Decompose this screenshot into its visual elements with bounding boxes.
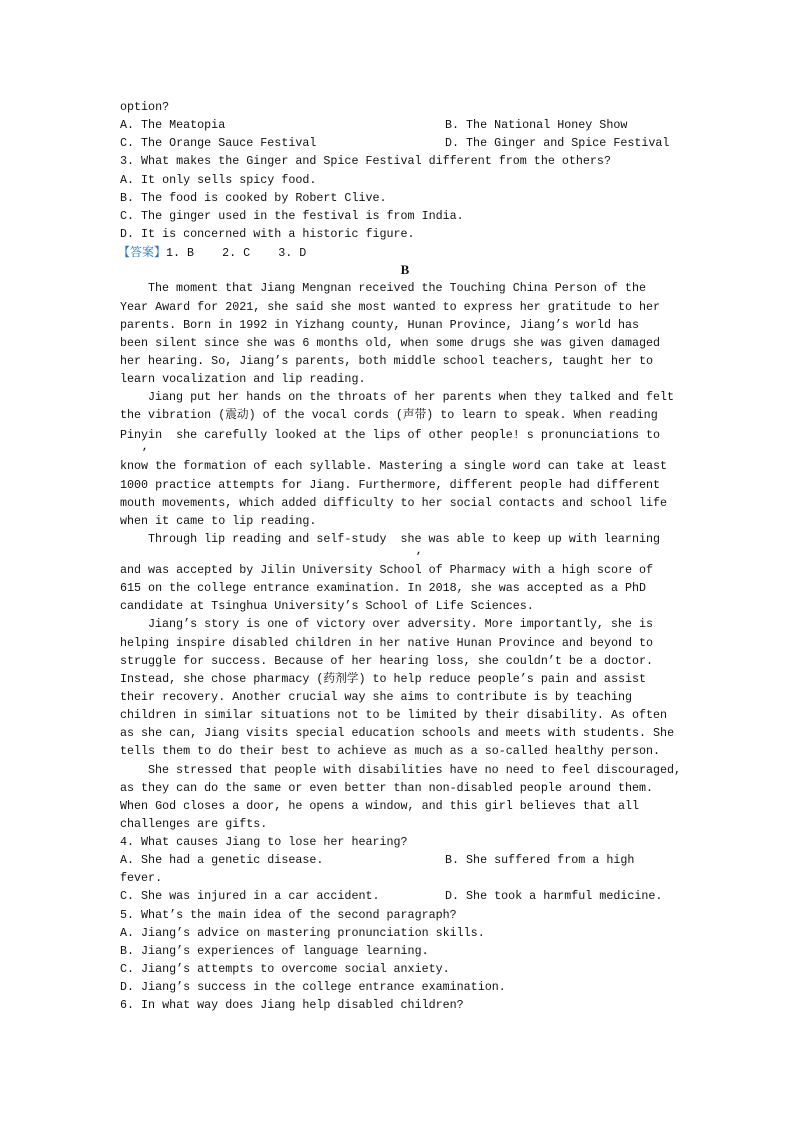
line-text: A. It only sells spicy food. — [120, 172, 317, 187]
line-text: the vibration (震动) of the vocal cords (声带) to learn to speak. When reading — [120, 408, 658, 423]
line-text: challenges are gifts. — [120, 816, 268, 831]
line-text: C. The ginger used in the festival is from India. — [120, 208, 464, 223]
line-text: option? — [120, 100, 170, 114]
line-text: know the formation of each syllable. Mastering a single word can take at least — [120, 459, 668, 474]
text-line — [120, 530, 690, 561]
line-text: C. She was injured in a car accident. — [120, 889, 380, 904]
text-line — [120, 688, 690, 706]
line-text: A. The Meatopia — [120, 118, 226, 133]
line-text: as they can do the same or even better than non-disabled people around them. — [120, 780, 654, 795]
text-line — [120, 426, 690, 457]
text-line — [120, 561, 690, 579]
line-text: A. Jiang’s advice on mastering pronunciation skills. — [120, 925, 485, 940]
line-text: C. Jiang’s attempts to overcome social anxiety. — [120, 962, 450, 977]
text-line — [120, 298, 690, 316]
line-text: B. Jiang’s experiences of language learning. — [120, 943, 429, 958]
text-line — [120, 476, 690, 494]
text-line — [120, 978, 690, 996]
text-line — [120, 152, 690, 170]
text-line — [120, 171, 690, 189]
text-line — [120, 996, 690, 1014]
text-line — [120, 960, 690, 978]
line-text: 1. B 2. C 3. D — [166, 246, 307, 261]
section-heading — [120, 261, 690, 279]
text-line — [120, 833, 690, 851]
text-line — [120, 615, 690, 633]
line-text: Pinyin she carefully looked at the lips of other people! s pronunciations to — [120, 428, 661, 443]
line-text: B — [400, 262, 410, 278]
line-text: helping inspire disabled children in her native Hunan Province and beyond to — [120, 635, 654, 650]
stray-comma-mark: , — [142, 442, 149, 454]
line-text: Jiang’s story is one of victory over adversity. More importantly, she is — [148, 617, 653, 632]
text-line — [120, 634, 690, 652]
line-text: The moment that Jiang Mengnan received the Touching China Person of the — [148, 281, 646, 296]
line-text: When God closes a door, he opens a window, and this girl believes that all — [120, 798, 640, 813]
text-line — [120, 597, 690, 615]
line-text: Year Award for 2021, she said she most wanted to express her gratitude to her — [120, 299, 661, 314]
stray-comma-mark: , — [416, 545, 423, 557]
line-text: 1000 practice attempts for Jiang. Furthermore, different people had different — [120, 477, 661, 492]
text-line — [120, 134, 690, 152]
line-text: and was accepted by Jilin University School of Pharmacy with a high score of — [120, 562, 654, 577]
text-line — [120, 316, 690, 334]
text-line — [120, 116, 690, 134]
text-line — [120, 579, 690, 597]
text-line — [120, 706, 690, 724]
line-text: learn vocalization and lip reading. — [120, 372, 366, 387]
line-text: Through lip reading and self-study she was able to keep up with learning — [148, 531, 660, 546]
line-text: when it came to lip reading. — [120, 513, 317, 528]
text-line — [120, 334, 690, 352]
line-text: She stressed that people with disabilities have no need to feel discouraged, — [148, 762, 682, 777]
line-text: mouth movements, which added difficulty to her social contacts and school life — [120, 495, 668, 510]
line-text: 6. In what way does Jiang help disabled children? — [120, 998, 464, 1013]
text-line — [120, 494, 690, 512]
line-text: 5. What’s the main idea of the second paragraph? — [120, 907, 457, 922]
text-line — [120, 670, 690, 688]
line-text: A. She had a genetic disease. — [120, 853, 324, 868]
text-line — [120, 779, 690, 797]
text-line — [120, 742, 690, 760]
option-right-column: D. She took a harmful medicine. — [445, 889, 663, 904]
line-text: D. Jiang’s success in the college entrance examination. — [120, 980, 506, 995]
line-text: as she can, Jiang visits special education schools and meets with students. She — [120, 726, 675, 741]
text-line — [120, 797, 690, 815]
text-line — [120, 652, 690, 670]
text-line — [120, 388, 690, 406]
text-line — [120, 512, 690, 530]
line-text: tells them to do their best to achieve as much as a so-called healthy person. — [120, 744, 661, 759]
line-text: parents. Born in 1992 in Yizhang county, Hunan Province, Jiang’s world has — [120, 317, 640, 332]
line-text: Jiang put her hands on the throats of her parents when they talked and felt — [148, 390, 675, 405]
line-text: children in similar situations not to be limited by their disability. As often — [120, 708, 668, 723]
line-text: D. It is concerned with a historic figure. — [120, 226, 415, 241]
text-line — [120, 887, 690, 905]
text-line — [120, 869, 690, 887]
option-right-column: B. The National Honey Show — [445, 118, 628, 133]
text-line — [120, 279, 690, 297]
text-line — [120, 370, 690, 388]
text-line — [120, 924, 690, 942]
text-line — [120, 457, 690, 475]
document-page — [120, 98, 690, 1014]
text-line — [120, 724, 690, 742]
answer-line — [120, 243, 690, 261]
text-line — [120, 98, 690, 116]
line-text: struggle for success. Because of her hearing loss, she couldn’t be a doctor. — [120, 653, 654, 668]
text-line — [120, 189, 690, 207]
line-text: fever. — [120, 871, 163, 886]
line-text: been silent since she was 6 months old, when some drugs she was given damaged — [120, 335, 661, 350]
answer-tag: 【答案】 — [118, 245, 167, 260]
text-line — [120, 225, 690, 243]
text-line — [120, 207, 690, 225]
text-line — [120, 406, 690, 426]
line-text: candidate at Tsinghua University’s School of Life Sciences. — [120, 599, 534, 614]
text-line — [120, 942, 690, 960]
option-right-column: B. She suffered from a high — [445, 853, 635, 868]
text-line — [120, 352, 690, 370]
option-right-column: D. The Ginger and Spice Festival — [445, 136, 670, 151]
line-text: her hearing. So, Jiang’s parents, both middle school teachers, taught her to — [120, 353, 654, 368]
line-text: B. The food is cooked by Robert Clive. — [120, 190, 387, 205]
text-line — [120, 906, 690, 924]
line-text: 3. What makes the Ginger and Spice Festival different from the others? — [120, 154, 611, 169]
text-line — [120, 815, 690, 833]
line-text: C. The Orange Sauce Festival — [120, 136, 317, 151]
line-text: 4. What causes Jiang to lose her hearing? — [120, 835, 408, 850]
line-text: 615 on the college entrance examination. In 2018, she was accepted as a PhD — [120, 581, 647, 596]
text-line — [120, 761, 690, 779]
line-text: their recovery. Another crucial way she aims to contribute is by teaching — [120, 689, 632, 704]
line-text: Instead, she chose pharmacy (药剂学) to help reduce people’s pain and assist — [120, 671, 647, 686]
text-line — [120, 851, 690, 869]
